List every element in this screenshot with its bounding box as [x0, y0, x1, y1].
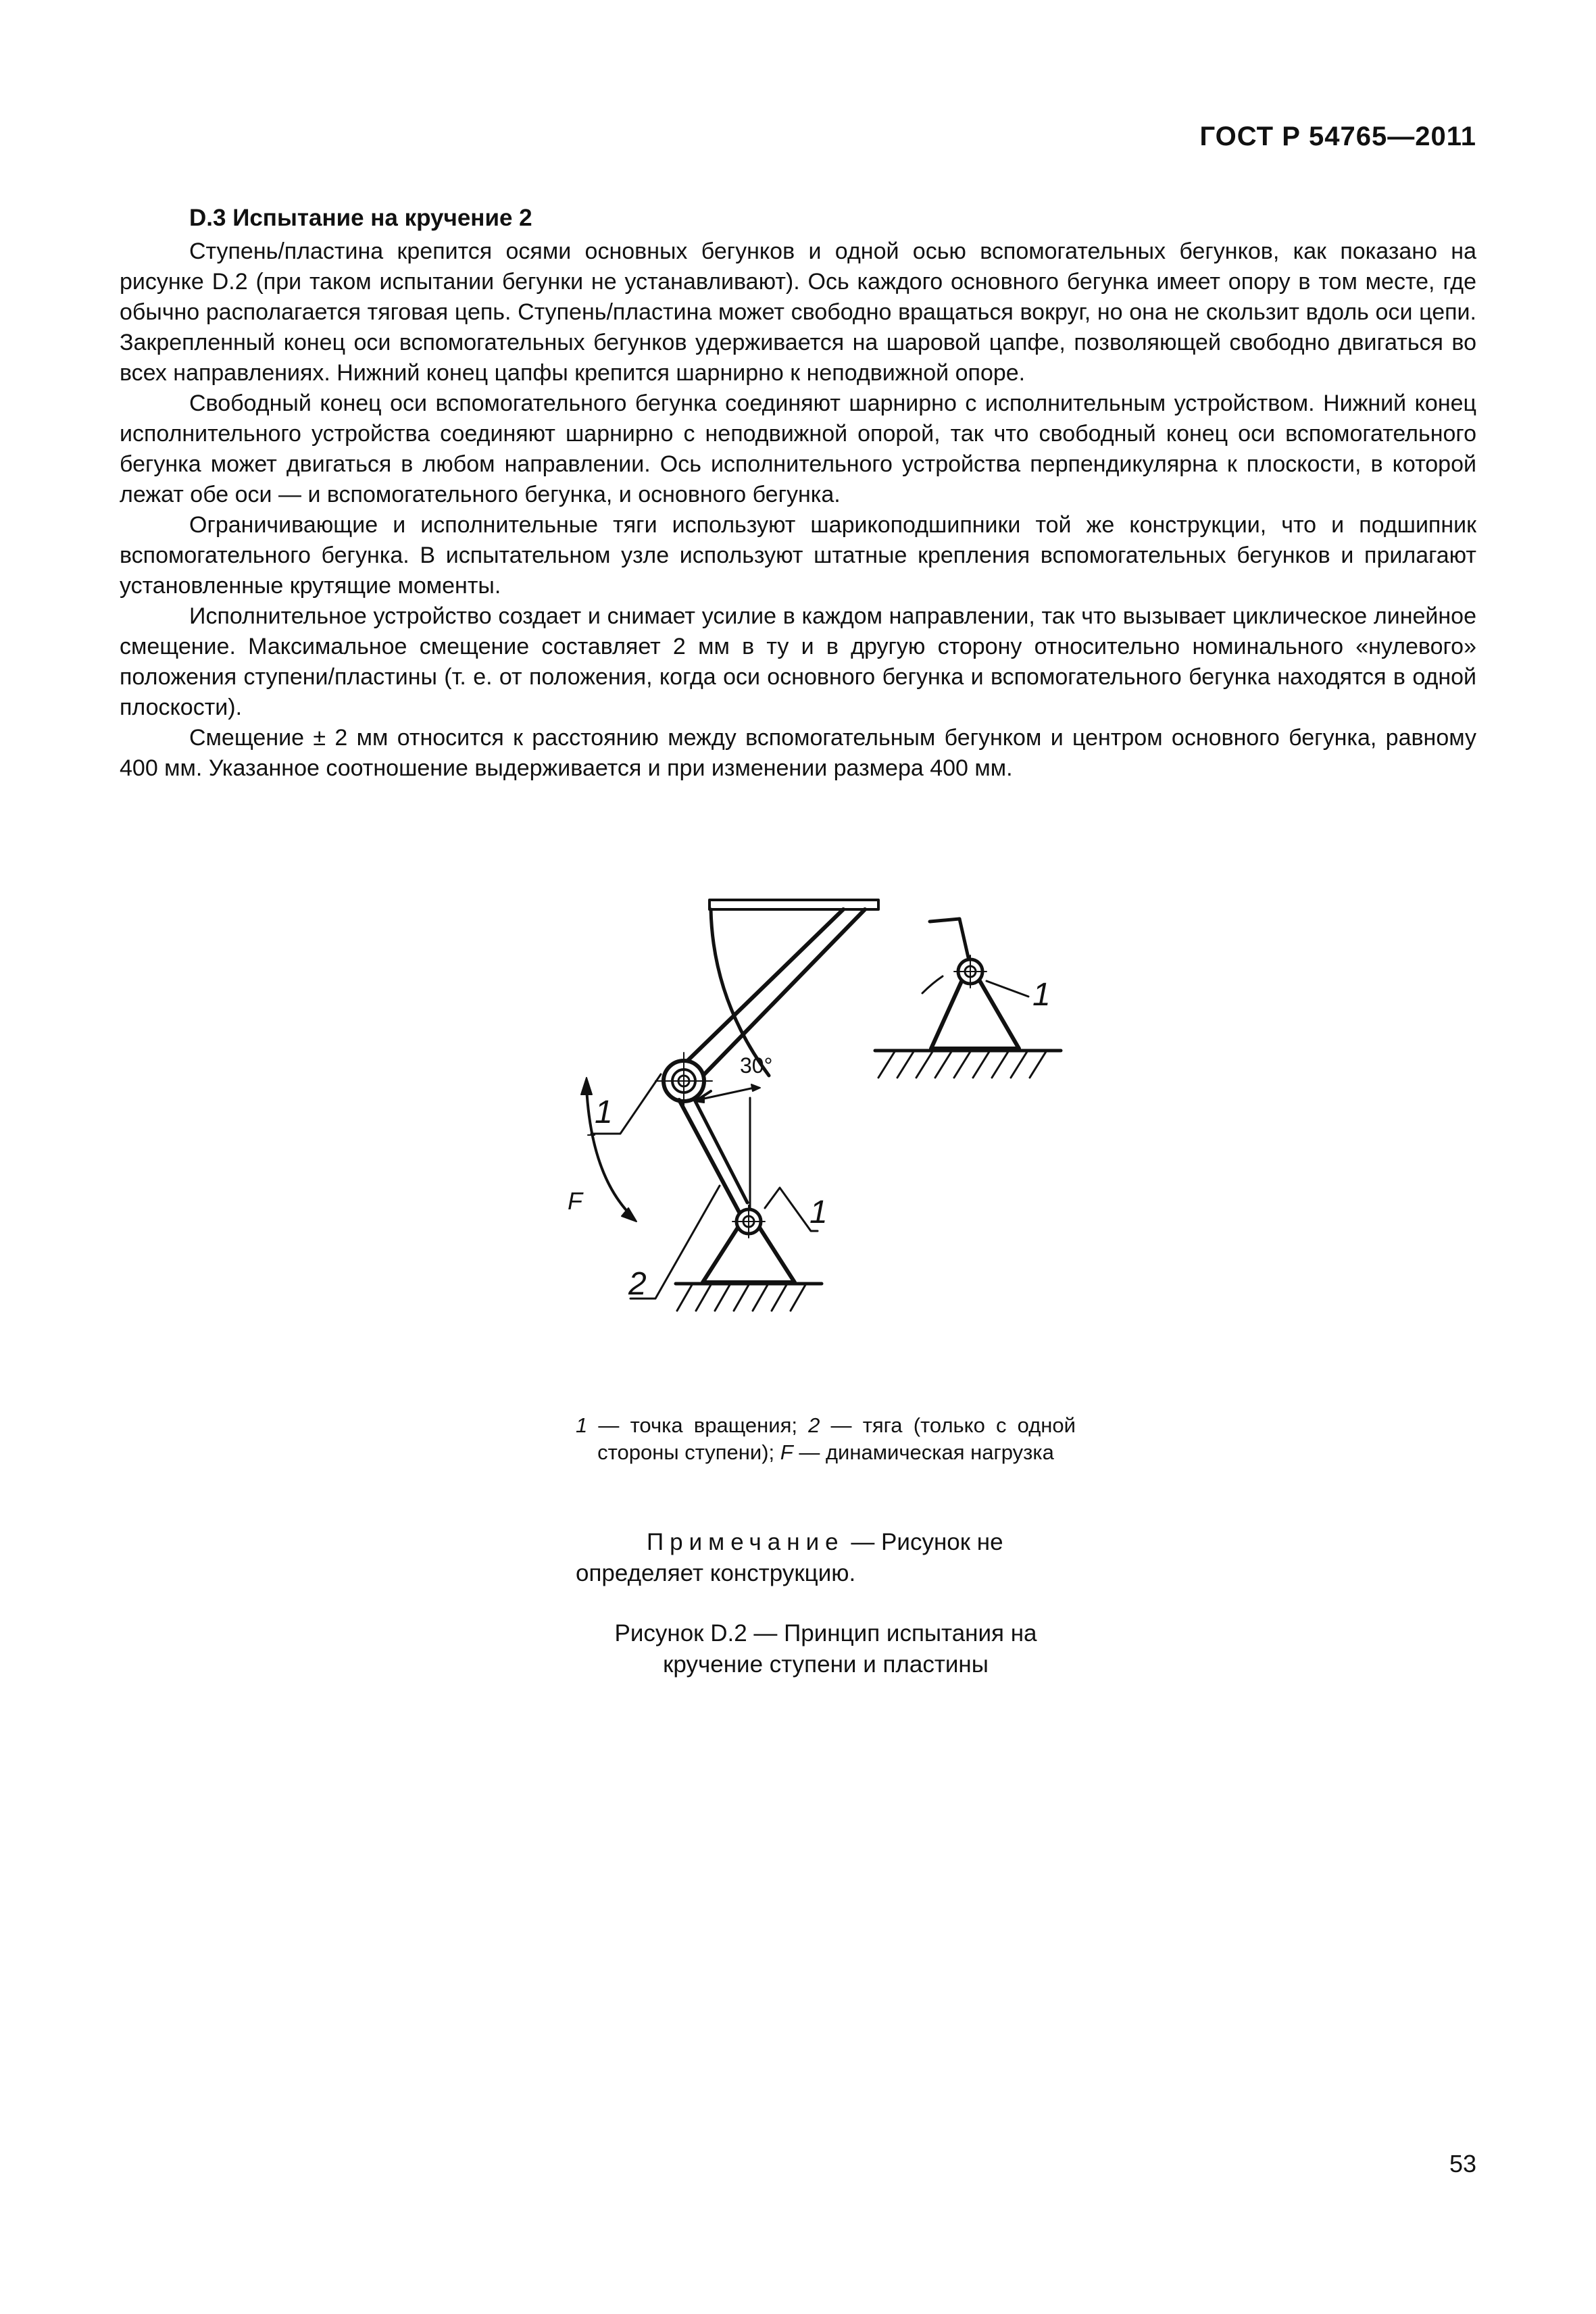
legend-text-2: — тяга (только с одной стороны ступени); [597, 1413, 1076, 1464]
legend-num-2: 2 [808, 1413, 820, 1437]
mechanism-diagram [527, 885, 1081, 1399]
legend-num-1: 1 [576, 1413, 588, 1437]
callout-pivot-left: 1 [595, 1095, 613, 1130]
callout-force: F [568, 1187, 582, 1215]
document-header: ГОСТ Р 54765—2011 [1199, 122, 1476, 151]
paragraph: Ступень/пластина крепится осями основных бегунков и одной осью вспомогательных бегунков, как показано на рисунке D.2 (при таком испытании бегунки не устанавливают). Ось каждого основного бегунка имеет опору в том месте, где обычно располагается тяговая цепь. Ступень/пластина может свободно вращаться вокруг, но она не скользит вдоль оси цепи. Закрепленный конец оси вспомогательных бегунков удерживается на шаровой цапфе, позволяющей свободно двигаться во всех направлениях. Нижний конец цапфы крепится шарнирно к неподвижной опоре. [120, 238, 1476, 386]
arm-to-top-link [930, 919, 959, 922]
paragraph: Свободный конец оси вспомогательного бегунка соединяют шарнирно с исполнительным устройством. Нижний конец исполнительного устройства соединяют шарнирно с неподвижной опорой, так что свободный конец оси вспомогательного бегунка может двигаться в любом направлении. Ось исполнительного устройства перпендикулярна к плоскости, в которой лежат обе оси — и вспомогательного бегунка, и основного бегунка. [120, 391, 1476, 507]
paragraph: Ограничивающие и исполнительные тяги используют шарикоподшипники той же конструкции, что и подшипник вспомогательного бегунка. В испытательном узле используют штатные крепления вспомогательных бегунков и прилагают установленные крутящие моменты. [120, 512, 1476, 599]
callout-pivot-top: 1 [1032, 977, 1051, 1013]
section-heading: D.3 Испытание на кручение 2 [189, 205, 532, 231]
callout-angle: 30° [740, 1053, 773, 1078]
step-plate [709, 900, 878, 909]
bottom-ground-hatch [677, 1284, 806, 1311]
legend-text-1: — точка вращения; [587, 1413, 809, 1437]
top-angle-arc [922, 976, 943, 993]
top-support-link [959, 919, 970, 963]
rod-edge-a [679, 1100, 741, 1215]
arm-lower-edge [688, 909, 865, 1091]
legend-text-3: — динамическая нагрузка [793, 1440, 1054, 1464]
arm-upper-edge [677, 909, 843, 1071]
section-body [120, 236, 1476, 784]
top-ground-hatch [878, 1051, 1047, 1078]
leader-top [987, 981, 1028, 997]
legend-num-3: F [780, 1440, 793, 1464]
callout-pivot-bottom: 1 [809, 1194, 828, 1230]
figure-note [576, 1527, 1076, 1589]
note-text: — Рисунок не определяет конструкцию. [576, 1529, 1003, 1586]
figure-title: Рисунок D.2 — Принцип испытания на кручение ступени и пластины [614, 1620, 1037, 1678]
note-label: Примечание [647, 1529, 845, 1555]
rod-edge-b [695, 1100, 747, 1203]
paragraph: Смещение ± 2 мм относится к расстоянию между вспомогательным бегунком и центром основного бегунка, равному 400 мм. Указанное соотношение выдерживается и при изменении размера 400 мм. [120, 725, 1476, 781]
figure-d2 [527, 885, 1081, 1402]
angle-arrow-line [704, 1088, 754, 1099]
paragraph: Исполнительное устройство создает и снимает усилие в каждом направлении, так что вызывает циклическое линейное смещение. Максимальное смещение составляет 2 мм в ту и в другую сторону относительно номинального «нулевого» положения ступени/пластины (т. е. от положения, когда оси основного бегунка и вспомогательного бегунка находятся в одной плоскости). [120, 603, 1476, 720]
callout-rod: 2 [628, 1266, 647, 1302]
figure-legend [576, 1412, 1076, 1466]
page-number: 53 [1449, 2150, 1476, 2178]
